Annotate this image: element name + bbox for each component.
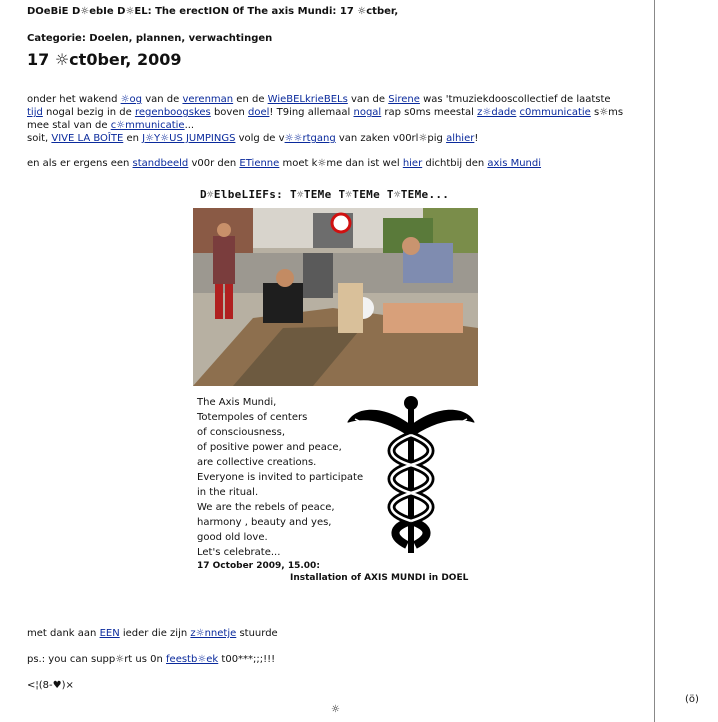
link-zonnetje[interactable]: z☼nnetje (190, 628, 237, 639)
link-wiebelkriebels[interactable]: WieBELkrieBELs (267, 94, 348, 105)
link-voortgang[interactable]: ☼☼rtgang (284, 133, 336, 144)
text: met dank aan (27, 628, 100, 639)
link-axis-mundi[interactable]: axis Mundi (487, 158, 542, 169)
link-tijd[interactable]: tijd (27, 107, 43, 118)
link-regenboogskes[interactable]: regenboogskes (134, 107, 211, 118)
link-oog[interactable]: ☼og (120, 94, 143, 105)
poster-photo (193, 208, 478, 386)
poster-line: Let's celebrate... (197, 547, 281, 558)
post-category: Categorie: Doelen, plannen, verwachtingen (27, 33, 273, 44)
poster-line: of consciousness, (197, 427, 286, 438)
poster-footer (197, 560, 468, 584)
poster-line: The Axis Mundi, (197, 397, 277, 408)
post-body (27, 93, 627, 182)
link-alhier[interactable]: alhier (446, 133, 475, 144)
post-title: DOeBiE D☼ebIe D☼EL: The erectION 0f The axis Mundi: 17 ☼ctber, (27, 6, 399, 17)
sun-icon: ☼ (331, 704, 340, 715)
poster-text (197, 395, 363, 560)
text: soit, (27, 133, 52, 144)
text: boven (210, 107, 248, 118)
text: onder het wakend (27, 94, 121, 105)
text: en (123, 133, 143, 144)
text: van de (347, 94, 389, 105)
link-nogal[interactable]: nogal (353, 107, 382, 118)
photo-workers-image (193, 208, 478, 386)
link-communicatie-1[interactable]: c0mmunicatie (519, 107, 591, 118)
text: dichtbij den (422, 158, 488, 169)
poster-date: 17 October 2009, 15.00: (197, 561, 320, 571)
poster-line: Everyone is invited to participate (197, 472, 364, 483)
text: ieder die zijn (119, 628, 191, 639)
link-communicatie-2[interactable]: c☼mmunicatie (110, 120, 185, 131)
poster-line: Totempoles of centers (197, 412, 308, 423)
link-hier[interactable]: hier (402, 158, 423, 169)
text: ps.: you can supp☼rt us 0n (27, 654, 167, 665)
text: was 'tmuziekdooscollectief de laatste (419, 94, 611, 105)
text: s☼ms mee stal van de (27, 107, 624, 131)
link-etienne[interactable]: ETienne (239, 158, 280, 169)
poster-line: of positive power and peace, (197, 442, 342, 453)
text: en de (233, 94, 268, 105)
caduceus-icon (345, 395, 477, 555)
poster-line: We are the rebels of peace, (197, 502, 335, 513)
paragraph-standbeeld (27, 157, 627, 170)
emoticon: <¦(8-♥)× (27, 680, 74, 691)
poster-line: in the ritual. (197, 487, 259, 498)
link-joyous-jumpings[interactable]: J☼Y☼US JUMPINGS (142, 133, 236, 144)
paragraph-intro (27, 93, 627, 145)
poster-installation: Installation of AXIS MUNDI in DOEL (290, 573, 469, 583)
poster-line: are collective creations. (197, 457, 317, 468)
text: en als er ergens een (27, 158, 133, 169)
text: ! (474, 133, 479, 144)
side-mark: (ö) (685, 694, 699, 705)
poster-line: good old love. (197, 532, 268, 543)
text: van de (142, 94, 183, 105)
link-doel[interactable]: doel (248, 107, 270, 118)
post-date: 17 ☼ct0ber, 2009 (27, 50, 182, 69)
text: v00r den (188, 158, 240, 169)
text: volg de v (235, 133, 285, 144)
text: nogal bezig in de (42, 107, 135, 118)
link-feestboek[interactable]: feestb☼ek (166, 654, 219, 665)
text: t00***;;;!!! (218, 654, 276, 665)
link-sirene[interactable]: Sirene (388, 94, 420, 105)
link-een[interactable]: EEN (99, 628, 120, 639)
text: moet k☼me dan ist wel (279, 158, 403, 169)
text: ! T9ing allemaal (269, 107, 354, 118)
text: rap s0ms meestal (381, 107, 478, 118)
thanks-line (27, 628, 278, 639)
link-vive-la-boite[interactable]: VIVE LA BOÎTE (51, 133, 124, 144)
poster-line: harmony , beauty and yes, (197, 517, 332, 528)
text: ... (184, 120, 195, 131)
text: van zaken v00rl☼pig (335, 133, 447, 144)
link-verenman[interactable]: verenman (182, 94, 234, 105)
text: stuurde (236, 628, 278, 639)
link-zodade[interactable]: z☼dade (477, 107, 517, 118)
link-standbeeld[interactable]: standbeeld (132, 158, 189, 169)
ps-line (27, 654, 275, 665)
poster-title: D☼ElbeLIEFs: T☼TEMe T☼TEMe T☼TEMe... (200, 188, 450, 201)
